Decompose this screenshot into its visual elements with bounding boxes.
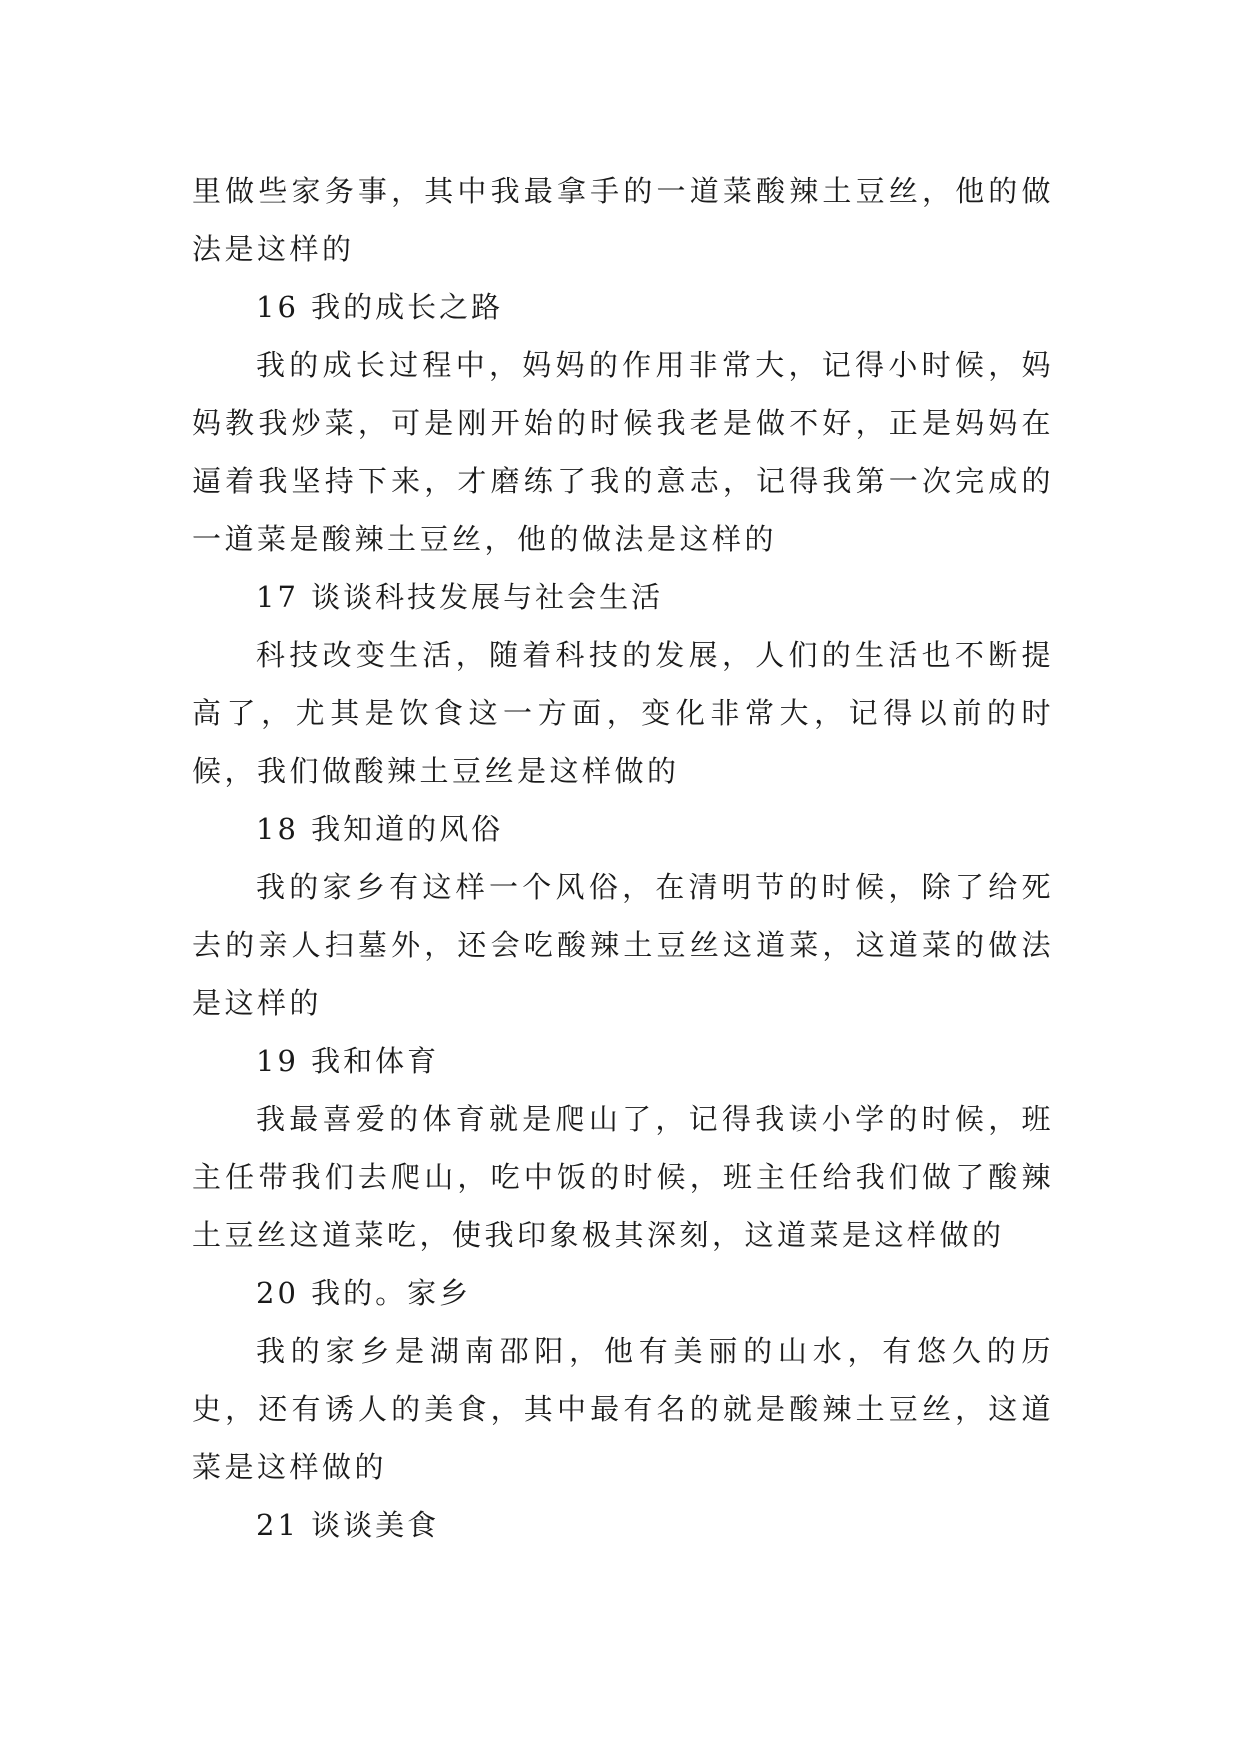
- document-page: [192, 162, 1054, 1554]
- paragraph-17: 科技改变生活，随着科技的发展，人们的生活也不断提高了，尤其是饮食这一方面，变化非常大，记得以前的时候，我们做酸辣土豆丝是这样做的: [192, 638, 1054, 788]
- section-heading-18: 18 我知道的风俗: [256, 812, 504, 846]
- paragraph-16: 我的成长过程中，妈妈的作用非常大，记得小时候，妈妈教我炒菜，可是刚开始的时候我老是做不好，正是妈妈在逼着我坚持下来，才磨练了我的意志，记得我第一次完成的一道菜是酸辣土豆丝，他的做法是这样的: [192, 348, 1054, 556]
- section-heading-21: 21 谈谈美食: [256, 1508, 440, 1542]
- section-heading-19: 19 我和体育: [256, 1044, 440, 1078]
- section-heading-20: 20 我的。家乡: [256, 1276, 472, 1310]
- paragraph-continuation: 里做些家务事，其中我最拿手的一道菜酸辣土豆丝，他的做法是这样的: [192, 174, 1054, 266]
- paragraph-19: 我最喜爱的体育就是爬山了，记得我读小学的时候，班主任带我们去爬山，吃中饭的时候，班主任给我们做了酸辣土豆丝这道菜吃，使我印象极其深刻，这道菜是这样做的: [192, 1102, 1054, 1252]
- section-heading-16: 16 我的成长之路: [256, 290, 504, 324]
- section-heading-17: 17 谈谈科技发展与社会生活: [256, 580, 664, 614]
- paragraph-20: 我的家乡是湖南邵阳，他有美丽的山水，有悠久的历史，还有诱人的美食，其中最有名的就是酸辣土豆丝，这道菜是这样做的: [192, 1334, 1054, 1484]
- paragraph-18: 我的家乡有这样一个风俗，在清明节的时候，除了给死去的亲人扫墓外，还会吃酸辣土豆丝这道菜，这道菜的做法是这样的: [192, 870, 1054, 1020]
